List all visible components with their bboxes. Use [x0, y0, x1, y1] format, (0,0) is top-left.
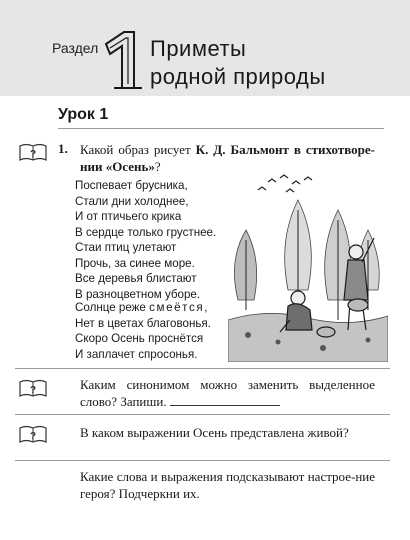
- poem-line: Стаи птиц улетают: [75, 241, 177, 254]
- poem-stanza-1: [75, 178, 216, 240]
- autumn-forest-children-illustration: [228, 170, 388, 362]
- book-question-icon: [18, 424, 48, 444]
- section-label: Раздел: [52, 40, 99, 56]
- answer-line[interactable]: [170, 395, 280, 406]
- question-3-text: В каком выражении Осень представлена живой?: [80, 425, 349, 440]
- poem-line: Нет в цветах благовонья.: [75, 316, 211, 330]
- section-header: [0, 0, 410, 96]
- poem-line: И от птичьего крика: [75, 210, 182, 223]
- section-title-line2: родной природы: [150, 64, 326, 89]
- poem-line: Прочь, за синее море.: [75, 256, 195, 270]
- poem-line: Все деревья блистают: [75, 272, 197, 285]
- poem-line: И заплачет спросонья.: [75, 347, 198, 361]
- highlighted-word: смеётся: [149, 301, 205, 314]
- poem-line: В разноцветном уборе.: [75, 287, 201, 301]
- svg-text:?: ?: [29, 385, 37, 396]
- poem-line: Поспевает брусника,: [75, 179, 188, 192]
- question-4-text: Какие слова и выражения подсказывают настрое-ние героя? Подчеркни их.: [80, 469, 375, 501]
- divider: [15, 414, 390, 415]
- svg-text:?: ?: [29, 431, 37, 442]
- divider: [15, 460, 390, 461]
- question-2-text: Каким синонимом можно заменить выделенное слово? Запиши.: [80, 377, 375, 409]
- lesson-title: Урок 1: [58, 106, 109, 123]
- poem-line: В сердце только грустнее.: [75, 225, 217, 239]
- book-question-icon: [18, 142, 48, 162]
- poem-line: Солнце реже смеётся,: [75, 301, 208, 314]
- lesson-divider: [58, 128, 384, 129]
- svg-text:?: ?: [29, 149, 37, 160]
- poem-line: Стали дни холоднее,: [75, 194, 189, 208]
- section-number-icon: [100, 30, 146, 92]
- poem-stanza-2: [75, 240, 200, 302]
- question-number: 1.: [58, 141, 68, 156]
- poem-line: Скоро Осень проснётся: [75, 332, 204, 345]
- section-title-line1: Приметы: [150, 36, 247, 61]
- poem-stanza-3: [75, 300, 211, 362]
- question-1-text: Какой образ рисует К. Д. Бальмонт в стихотворе-нии «Осень»?: [80, 142, 375, 174]
- divider: [15, 368, 390, 369]
- book-question-icon: [18, 378, 48, 398]
